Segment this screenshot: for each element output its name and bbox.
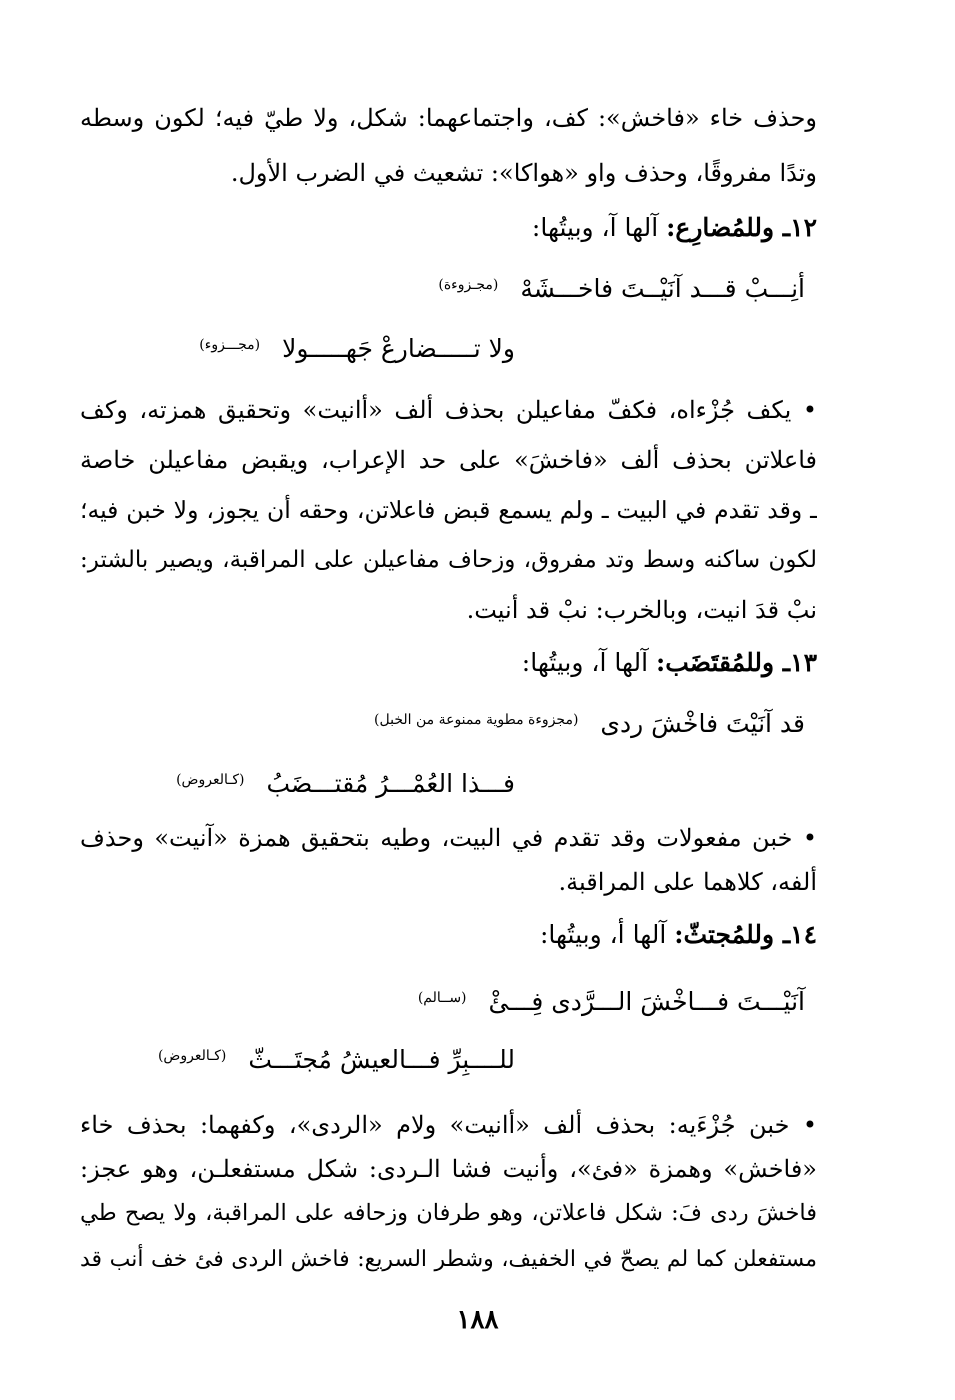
verse-line (199, 325, 515, 365)
section-heading-muqtadab (80, 643, 817, 683)
verse-text: آنَيْـــتَ فـــاخْشَ الـــرَّدى فِـــئْ (488, 987, 805, 1016)
verse-line (176, 760, 515, 800)
verse-note: (مجـــزوء) (199, 337, 261, 353)
text-line: مستفعلن كما لم يصحّ في الخفيف، وشطر السريع: فاخش الردى فئ خف أنب قد (80, 1247, 817, 1272)
text-line: • خبن مفعولات وقد تقدم في البيت، وطيه بتحقيق همزة «آنيت» وحذف (80, 824, 817, 852)
verse-note: (كـالعروض) (157, 1048, 227, 1064)
text-line: «فاخش» وهمزة «فئ»، وأنيت فشا الـردى: شكل مستفعلـن، وهو عجز: (80, 1155, 817, 1183)
heading-text: آلها أ، وبيتُها: (539, 920, 675, 949)
verse-note: (مجـزوءة) (438, 277, 499, 293)
verse-note: (ســالم) (417, 990, 467, 1006)
verse-line (374, 700, 805, 740)
verse-line (438, 265, 805, 305)
text-line: لكون ساكنه وسط وتد مفروق، وزحاف مفاعيلن على المراقبة، ويصير بالشتر: (80, 547, 817, 573)
text-line: فاخشَ ردى فَ: شكل فاعلاتن، وهو طرفان وزحافه على المراقبة، ولا يصح طي (80, 1200, 817, 1226)
verse-line (418, 978, 805, 1018)
heading-title: ١٢ـ وللمُضارِع: (666, 213, 817, 242)
text-line: ألفه، كلاهما على المراقبة. (558, 868, 817, 896)
text-line: ـ وقد تقدم في البيت ـ ولم يسمع قبض فاعلاتن، وحقه أن يجوز، ولا خبن فيه؛ (80, 496, 817, 524)
heading-title: ١٣ـ وللمُقتَضَب: (656, 648, 817, 677)
text-line: وحذف خاء «فاخش»: كف، واجتماعهما: شكل، ولا طيّ فيه؛ لكون وسطه (80, 104, 817, 132)
verse-line (158, 1036, 515, 1076)
verse-note: (مجزوءة مطوية ممنوعة من الخبل) (374, 712, 579, 728)
text-line: • يكف جُزْءاه، فكفّ مفاعيلن بحذف ألف «أانيت» وتحقيق همزته، وكف (80, 396, 817, 424)
text-line: وتدًا مفروقًا، وحذف واو «هواكا»: تشعيث في الضرب الأول. (230, 159, 817, 187)
page-number: ١٨٨ (456, 1305, 499, 1335)
verse-text: فـــذا العُمْـــرُ مُقتـــضَبُ (266, 769, 515, 798)
verse-text: للــــبِرِّ فـــالعيشُ مُجتَـــثّ (248, 1045, 515, 1074)
text-line: نبْ قدَ انيت، وبالخرب: نبْ قد أنيت. (466, 596, 817, 624)
verse-text: قد آنَيْتَ فاخْشَ ردى (600, 709, 805, 738)
verse-text: أنِـــبْ قـــد آنَيْــتَ فاخـــشَهْ (520, 274, 805, 303)
heading-text: آلها آ، وبيتُها: (531, 213, 667, 242)
text-line: • خبن جُزْءَيه: بحذف ألف «أانيت» ولام «الردى»، وكفهما: بحذف خاء (80, 1111, 817, 1139)
verse-note: (كـالعروض) (176, 772, 245, 788)
verse-text: ولا تـــــضارعْ جَهـــــولا (282, 334, 515, 363)
heading-title: ١٤ـ وللمُجتثّ: (674, 920, 817, 949)
text-line: فاعلاتن بحذف ألف «فاخشَ» على حد الإعراب، ويقبض مفاعيلن خاصة (80, 446, 817, 474)
section-heading-mudari (80, 208, 817, 248)
section-heading-mujtath (80, 915, 817, 955)
heading-text: آلها آ، وبيتُها: (521, 648, 657, 677)
